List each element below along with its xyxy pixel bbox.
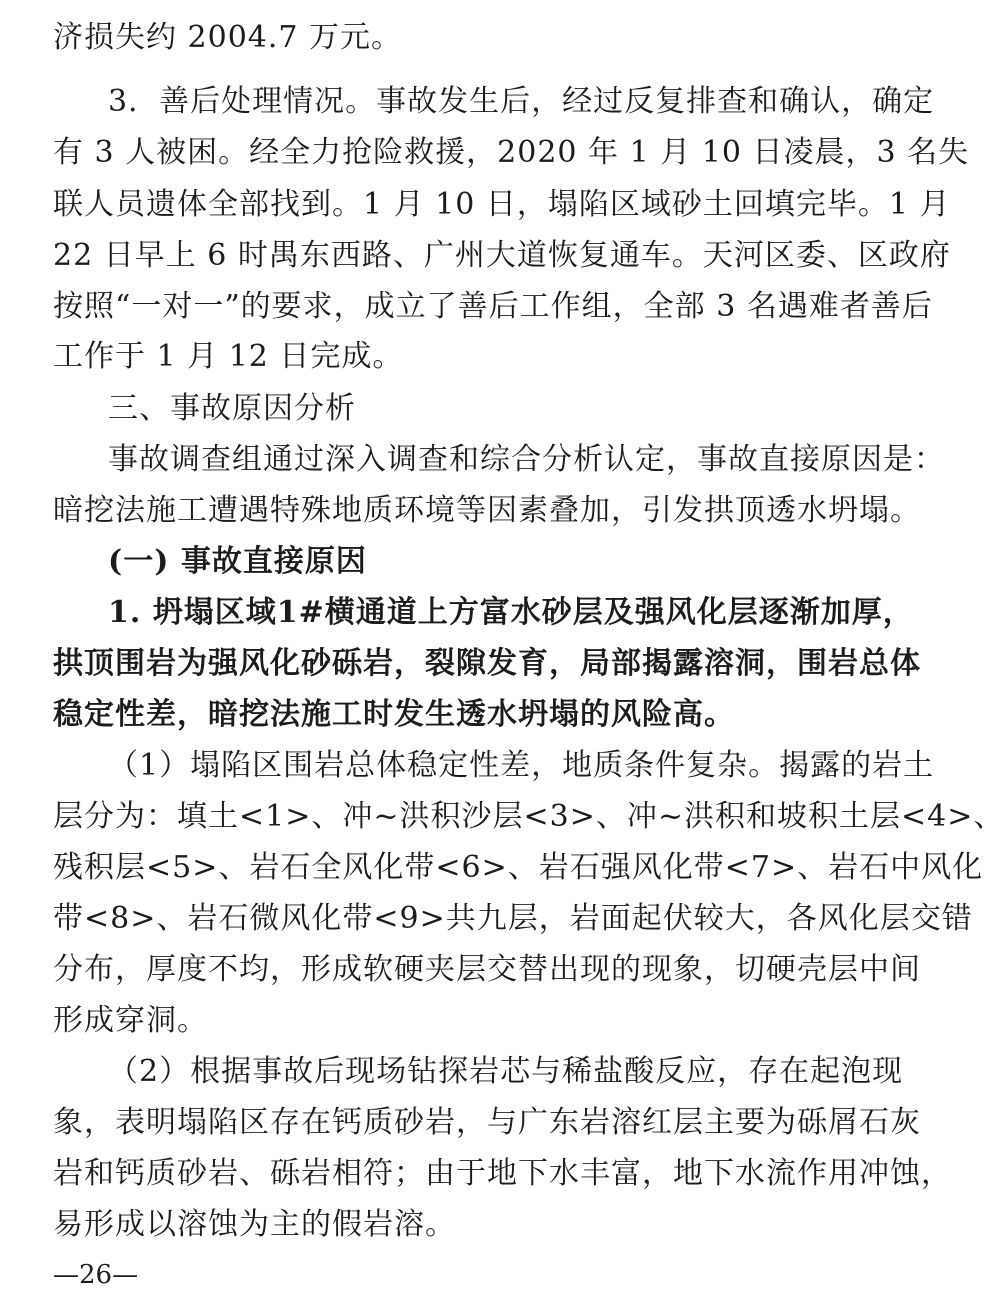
bold-finding-line: 1. 坍塌区域1#横通道上方富水砂层及强风化层逐渐加厚， [108, 595, 914, 630]
body-line: 22 日早上 6 时禺东西路、广州大道恢复通车。天河区委、区政府 [53, 238, 951, 273]
bold-finding-line: 稳定性差，暗挖法施工时发生透水坍塌的风险高。 [53, 697, 735, 732]
body-line: 形成穿洞。 [53, 1003, 208, 1038]
body-line: 暗挖法施工遭遇特殊地质环境等因素叠加，引发拱顶透水坍塌。 [53, 493, 921, 528]
body-line: 3．善后处理情况。事故发生后，经过反复排查和确认，确定 [108, 84, 935, 119]
body-line: 象，表明塌陷区存在钙质砂岩，与广东岩溶红层主要为砾屑石灰 [53, 1105, 921, 1140]
body-line: 事故调查组通过深入调查和综合分析认定，事故直接原因是： [108, 442, 945, 477]
body-line: 联人员遗体全部找到。1 月 10 日，塌陷区域砂土回填完毕。1 月 [53, 187, 951, 222]
body-line: 工作于 1 月 12 日完成。 [53, 339, 404, 374]
bold-finding-line: 拱顶围岩为强风化砂砾岩，裂隙发育，局部揭露溶洞，围岩总体 [53, 646, 921, 681]
body-line: 按照“一对一”的要求，成立了善后工作组，全部 3 名遇难者善后 [53, 289, 933, 324]
section-heading: 三、事故原因分析 [108, 391, 356, 426]
body-line: 有 3 人被困。经全力抢险救援，2020 年 1 月 10 日凌晨，3 名失 [53, 135, 970, 170]
body-line: 岩和钙质砂岩、砾岩相符；由于地下水丰富，地下水流作用冲蚀， [53, 1156, 952, 1191]
body-line: 济损失约 2004.7 万元。 [53, 20, 403, 55]
body-line: 带<8>、岩石微风化带<9>共九层，岩面起伏较大，各风化层交错 [53, 901, 973, 936]
body-line: 分布，厚度不均，形成软硬夹层交替出现的现象，切硬壳层中间 [53, 952, 921, 987]
body-line: 层分为：填土<1>、冲~洪积沙层<3>、冲~洪积和坡积土层<4>、 [53, 799, 1004, 834]
body-line: 残积层<5>、岩石全风化带<6>、岩石强风化带<7>、岩石中风化 [53, 850, 984, 885]
subsection-heading: (一) 事故直接原因 [108, 544, 367, 579]
body-line: （1）塌陷区围岩总体稳定性差，地质条件复杂。揭露的岩土 [108, 748, 935, 783]
page-number: —26— [53, 1260, 139, 1290]
body-line: （2）根据事故后现场钻探岩芯与稀盐酸反应，存在起泡现 [108, 1054, 904, 1089]
body-line: 易形成以溶蚀为主的假岩溶。 [53, 1207, 456, 1242]
